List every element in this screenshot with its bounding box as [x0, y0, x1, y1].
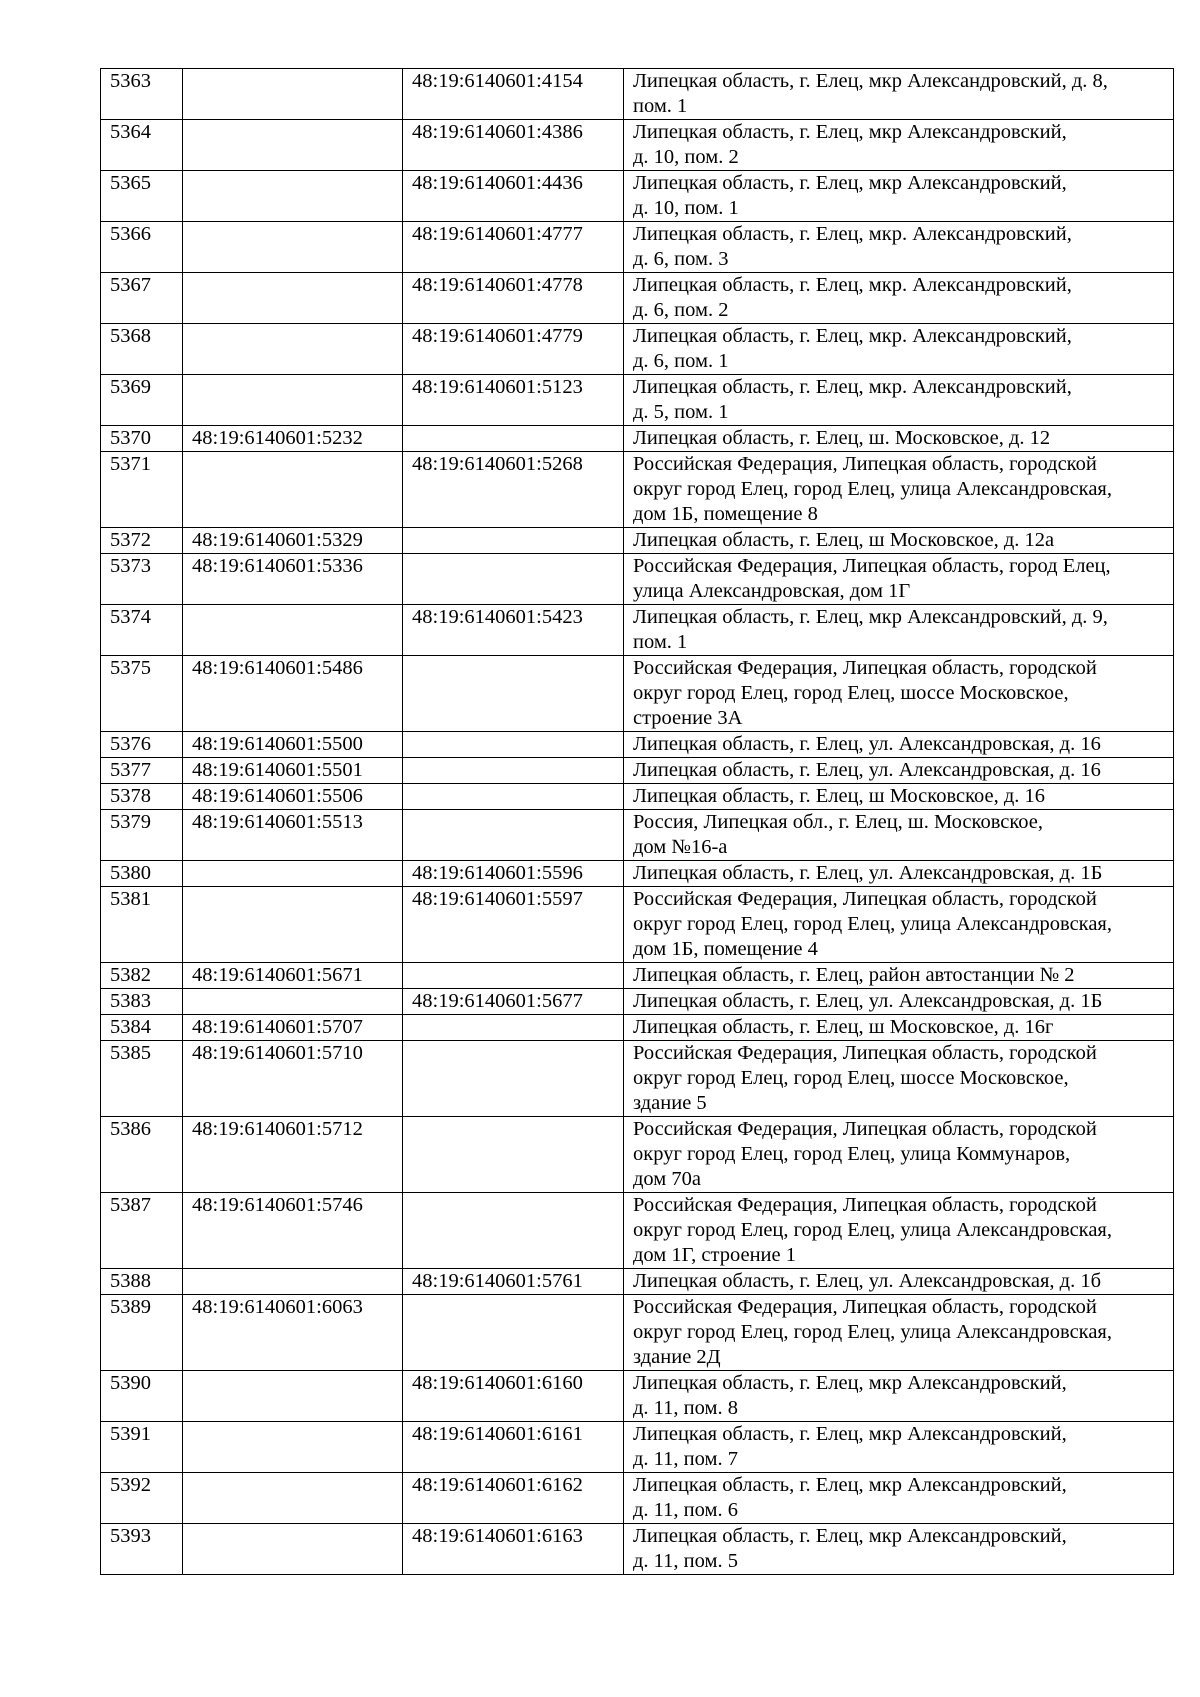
address-cell: Российская Федерация, Липецкая область, городской округ город Елец, город Елец, улица Александровская, дом 1Б, помещение 8 [624, 452, 1174, 528]
row-number-cell: 5388 [101, 1269, 183, 1295]
address-cell: Россия, Липецкая обл., г. Елец, ш. Московское, дом №16-а [624, 810, 1174, 861]
table-row [101, 810, 1174, 861]
row-number-cell: 5377 [101, 758, 183, 784]
land-cadastral-number-cell [183, 452, 403, 528]
table-row [101, 887, 1174, 963]
row-number-cell: 5393 [101, 1524, 183, 1575]
row-number-cell: 5368 [101, 324, 183, 375]
table-row [101, 1473, 1174, 1524]
table-row [101, 554, 1174, 605]
row-number-cell: 5380 [101, 861, 183, 887]
object-cadastral-number-cell: 48:19:6140601:4386 [403, 120, 624, 171]
table-row [101, 758, 1174, 784]
row-number-cell: 5363 [101, 69, 183, 120]
land-cadastral-number-cell: 48:19:6140601:5232 [183, 426, 403, 452]
land-cadastral-number-cell [183, 1422, 403, 1473]
land-cadastral-number-cell [183, 222, 403, 273]
land-cadastral-number-cell: 48:19:6140601:5500 [183, 732, 403, 758]
table-row [101, 1117, 1174, 1193]
land-cadastral-number-cell: 48:19:6140601:6063 [183, 1295, 403, 1371]
row-number-cell: 5385 [101, 1041, 183, 1117]
land-cadastral-number-cell [183, 1473, 403, 1524]
address-cell: Липецкая область, г. Елец, ш. Московское, д. 12 [624, 426, 1174, 452]
row-number-cell: 5365 [101, 171, 183, 222]
table-row [101, 605, 1174, 656]
table-row [101, 1422, 1174, 1473]
row-number-cell: 5374 [101, 605, 183, 656]
object-cadastral-number-cell: 48:19:6140601:6161 [403, 1422, 624, 1473]
land-cadastral-number-cell [183, 1371, 403, 1422]
row-number-cell: 5390 [101, 1371, 183, 1422]
address-cell: Липецкая область, г. Елец, мкр Александровский, д. 8, пом. 1 [624, 69, 1174, 120]
object-cadastral-number-cell: 48:19:6140601:5597 [403, 887, 624, 963]
land-cadastral-number-cell: 48:19:6140601:5329 [183, 528, 403, 554]
land-cadastral-number-cell: 48:19:6140601:5710 [183, 1041, 403, 1117]
address-cell: Липецкая область, г. Елец, район автостанции № 2 [624, 963, 1174, 989]
row-number-cell: 5386 [101, 1117, 183, 1193]
row-number-cell: 5375 [101, 656, 183, 732]
land-cadastral-number-cell [183, 120, 403, 171]
address-cell: Липецкая область, г. Елец, мкр Александровский, д. 11, пом. 7 [624, 1422, 1174, 1473]
object-cadastral-number-cell [403, 963, 624, 989]
object-cadastral-number-cell [403, 1193, 624, 1269]
object-cadastral-number-cell [403, 1015, 624, 1041]
table-row [101, 963, 1174, 989]
object-cadastral-number-cell [403, 732, 624, 758]
address-cell: Липецкая область, г. Елец, ул. Александровская, д. 1Б [624, 861, 1174, 887]
object-cadastral-number-cell [403, 1295, 624, 1371]
land-cadastral-number-cell: 48:19:6140601:5486 [183, 656, 403, 732]
row-number-cell: 5381 [101, 887, 183, 963]
row-number-cell: 5389 [101, 1295, 183, 1371]
address-cell: Российская Федерация, Липецкая область, город Елец, улица Александровская, дом 1Г [624, 554, 1174, 605]
object-cadastral-number-cell: 48:19:6140601:5423 [403, 605, 624, 656]
object-cadastral-number-cell [403, 528, 624, 554]
object-cadastral-number-cell: 48:19:6140601:6162 [403, 1473, 624, 1524]
land-cadastral-number-cell: 48:19:6140601:5513 [183, 810, 403, 861]
row-number-cell: 5366 [101, 222, 183, 273]
table-row [101, 1041, 1174, 1117]
land-cadastral-number-cell [183, 605, 403, 656]
row-number-cell: 5371 [101, 452, 183, 528]
table-row [101, 1295, 1174, 1371]
row-number-cell: 5387 [101, 1193, 183, 1269]
land-cadastral-number-cell [183, 861, 403, 887]
address-cell: Российская Федерация, Липецкая область, городской округ город Елец, город Елец, шоссе Московское, здание 5 [624, 1041, 1174, 1117]
row-number-cell: 5382 [101, 963, 183, 989]
address-cell: Липецкая область, г. Елец, мкр. Александровский, д. 6, пом. 3 [624, 222, 1174, 273]
table-row [101, 375, 1174, 426]
address-cell: Российская Федерация, Липецкая область, городской округ город Елец, город Елец, улица Александровская, дом 1Б, помещение 4 [624, 887, 1174, 963]
object-cadastral-number-cell [403, 656, 624, 732]
address-cell: Липецкая область, г. Елец, ш Московское, д. 16г [624, 1015, 1174, 1041]
address-cell: Российская Федерация, Липецкая область, городской округ город Елец, город Елец, улица Александровская, дом 1Г, строение 1 [624, 1193, 1174, 1269]
address-cell: Российская Федерация, Липецкая область, городской округ город Елец, город Елец, шоссе Московское, строение 3А [624, 656, 1174, 732]
address-cell: Российская Федерация, Липецкая область, городской округ город Елец, город Елец, улица Коммунаров, дом 70а [624, 1117, 1174, 1193]
land-cadastral-number-cell: 48:19:6140601:5501 [183, 758, 403, 784]
row-number-cell: 5392 [101, 1473, 183, 1524]
address-cell: Липецкая область, г. Елец, мкр Александровский, д. 10, пом. 2 [624, 120, 1174, 171]
land-cadastral-number-cell [183, 887, 403, 963]
land-cadastral-number-cell [183, 171, 403, 222]
land-cadastral-number-cell: 48:19:6140601:5506 [183, 784, 403, 810]
object-cadastral-number-cell: 48:19:6140601:6160 [403, 1371, 624, 1422]
object-cadastral-number-cell [403, 784, 624, 810]
address-cell: Липецкая область, г. Елец, мкр Александровский, д. 11, пом. 6 [624, 1473, 1174, 1524]
table-row [101, 171, 1174, 222]
object-cadastral-number-cell: 48:19:6140601:5761 [403, 1269, 624, 1295]
land-cadastral-number-cell: 48:19:6140601:5746 [183, 1193, 403, 1269]
row-number-cell: 5383 [101, 989, 183, 1015]
address-cell: Липецкая область, г. Елец, ул. Александровская, д. 1б [624, 1269, 1174, 1295]
table-row [101, 1015, 1174, 1041]
address-cell: Российская Федерация, Липецкая область, городской округ город Елец, город Елец, улица Александровская, здание 2Д [624, 1295, 1174, 1371]
table-row [101, 69, 1174, 120]
address-cell: Липецкая область, г. Елец, ул. Александровская, д. 16 [624, 758, 1174, 784]
land-cadastral-number-cell [183, 1524, 403, 1575]
land-cadastral-number-cell [183, 989, 403, 1015]
object-cadastral-number-cell: 48:19:6140601:5123 [403, 375, 624, 426]
address-cell: Липецкая область, г. Елец, мкр. Александровский, д. 5, пом. 1 [624, 375, 1174, 426]
object-cadastral-number-cell [403, 758, 624, 784]
table-row [101, 1524, 1174, 1575]
object-cadastral-number-cell: 48:19:6140601:4154 [403, 69, 624, 120]
land-cadastral-number-cell: 48:19:6140601:5707 [183, 1015, 403, 1041]
row-number-cell: 5373 [101, 554, 183, 605]
row-number-cell: 5379 [101, 810, 183, 861]
table-row [101, 528, 1174, 554]
table-row [101, 1193, 1174, 1269]
object-cadastral-number-cell: 48:19:6140601:4777 [403, 222, 624, 273]
object-cadastral-number-cell: 48:19:6140601:5596 [403, 861, 624, 887]
address-cell: Липецкая область, г. Елец, ш Московское, д. 12а [624, 528, 1174, 554]
object-cadastral-number-cell: 48:19:6140601:5677 [403, 989, 624, 1015]
land-cadastral-number-cell: 48:19:6140601:5712 [183, 1117, 403, 1193]
address-cell: Липецкая область, г. Елец, мкр. Александровский, д. 6, пом. 2 [624, 273, 1174, 324]
table-row [101, 452, 1174, 528]
land-cadastral-number-cell [183, 324, 403, 375]
table-row [101, 273, 1174, 324]
land-cadastral-number-cell [183, 69, 403, 120]
table-row [101, 732, 1174, 758]
table-row [101, 1371, 1174, 1422]
object-cadastral-number-cell: 48:19:6140601:6163 [403, 1524, 624, 1575]
table-row [101, 861, 1174, 887]
object-cadastral-number-cell: 48:19:6140601:4778 [403, 273, 624, 324]
table-row [101, 656, 1174, 732]
address-cell: Липецкая область, г. Елец, ул. Александровская, д. 1Б [624, 989, 1174, 1015]
land-cadastral-number-cell: 48:19:6140601:5336 [183, 554, 403, 605]
object-cadastral-number-cell: 48:19:6140601:4436 [403, 171, 624, 222]
registry-table [100, 68, 1174, 1575]
address-cell: Липецкая область, г. Елец, мкр Александровский, д. 10, пом. 1 [624, 171, 1174, 222]
table-row [101, 120, 1174, 171]
land-cadastral-number-cell: 48:19:6140601:5671 [183, 963, 403, 989]
row-number-cell: 5376 [101, 732, 183, 758]
object-cadastral-number-cell: 48:19:6140601:5268 [403, 452, 624, 528]
row-number-cell: 5367 [101, 273, 183, 324]
table-row [101, 784, 1174, 810]
row-number-cell: 5369 [101, 375, 183, 426]
object-cadastral-number-cell: 48:19:6140601:4779 [403, 324, 624, 375]
object-cadastral-number-cell [403, 554, 624, 605]
table-row [101, 324, 1174, 375]
row-number-cell: 5372 [101, 528, 183, 554]
row-number-cell: 5391 [101, 1422, 183, 1473]
address-cell: Липецкая область, г. Елец, мкр. Александровский, д. 6, пом. 1 [624, 324, 1174, 375]
row-number-cell: 5384 [101, 1015, 183, 1041]
object-cadastral-number-cell [403, 1041, 624, 1117]
table-row [101, 989, 1174, 1015]
object-cadastral-number-cell [403, 1117, 624, 1193]
address-cell: Липецкая область, г. Елец, ул. Александровская, д. 16 [624, 732, 1174, 758]
registry-table-body [101, 69, 1174, 1575]
land-cadastral-number-cell [183, 375, 403, 426]
address-cell: Липецкая область, г. Елец, мкр Александровский, д. 9, пом. 1 [624, 605, 1174, 656]
land-cadastral-number-cell [183, 1269, 403, 1295]
row-number-cell: 5378 [101, 784, 183, 810]
table-row [101, 222, 1174, 273]
row-number-cell: 5364 [101, 120, 183, 171]
row-number-cell: 5370 [101, 426, 183, 452]
address-cell: Липецкая область, г. Елец, ш Московское, д. 16 [624, 784, 1174, 810]
land-cadastral-number-cell [183, 273, 403, 324]
object-cadastral-number-cell [403, 426, 624, 452]
address-cell: Липецкая область, г. Елец, мкр Александровский, д. 11, пом. 8 [624, 1371, 1174, 1422]
table-row [101, 426, 1174, 452]
object-cadastral-number-cell [403, 810, 624, 861]
address-cell: Липецкая область, г. Елец, мкр Александровский, д. 11, пом. 5 [624, 1524, 1174, 1575]
table-row [101, 1269, 1174, 1295]
